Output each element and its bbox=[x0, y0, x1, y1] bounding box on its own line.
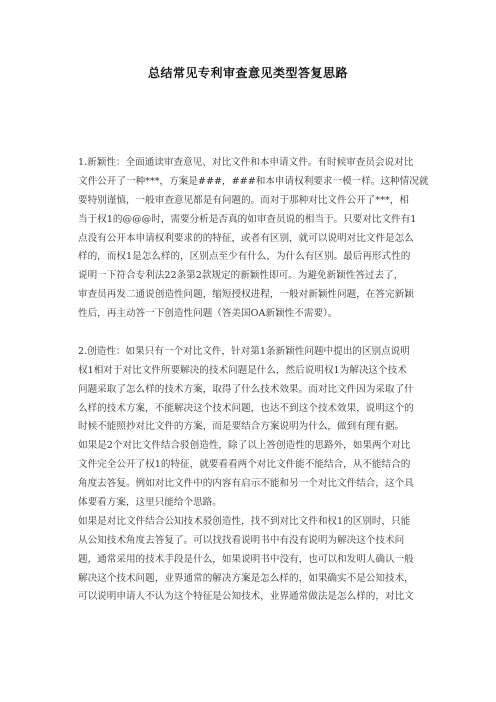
text-line: 当于权1的@@@时，需要分析是否真的如审查员说的相当于。只要对比文件有1 bbox=[78, 213, 417, 225]
text-line: 权1相对于对比文件所要解决的技术问题是什么，然后说明权1为解决这个技术 bbox=[78, 364, 407, 376]
text-line: 如果是2个对比文件结合驳创造性，除了以上答创造性的思路外，如果两个对比 bbox=[78, 440, 411, 452]
text-line: 问题采取了怎么样的技术方案，取得了什么技术效果。而对比文件因为采取了什 bbox=[78, 383, 414, 395]
text-line: 时候不能照抄对比文件的方案，而是要结合方案说明为什么，做到有理有据。 bbox=[78, 421, 405, 433]
text-line: 点没有公开本申请权利要求的的特征，或者有区别，就可以说明对比文件是怎么 bbox=[78, 232, 414, 244]
text-line: 要特别谨慎，一般审查意见都是有问题的。而对于那种对比文件公开了***，相 bbox=[78, 194, 409, 206]
text-line: 可以说明申请人不认为这个特征是公知技术，业界通常做法是怎么样的，对比文 bbox=[78, 591, 414, 603]
paragraph-inventiveness bbox=[78, 343, 423, 607]
text-line: 如果是对比文件结合公知技术驳创造性，找不到对比文件和权1的区别时，只能 bbox=[78, 515, 411, 527]
text-line: 从公知技术角度去答复了。可以找找看说明书中有没有说明为解决这个技术问 bbox=[78, 534, 405, 546]
text-line: 性后，再主动答一下创造性问题（答美国OA新颖性不需要）。 bbox=[78, 308, 338, 320]
paragraph-novelty bbox=[78, 154, 429, 324]
text-line: 2.创造性：如果只有一个对比文件，针对第1条新颖性问题中提出的区别点说明 bbox=[78, 345, 410, 357]
paragraph-gap bbox=[78, 324, 423, 343]
text-line: 角度去答复。例如对比文件中的内容有启示不能和另一个对比文件结合，这个具 bbox=[78, 478, 414, 490]
text-line: 题，通常采用的技术手段是什么，如果说明书中没有，也可以和发明人确认一般 bbox=[78, 553, 414, 565]
text-line: 1.新颖性：全面通读审查意见、对比文件和本申请文件。有时候审查员会说对比 bbox=[78, 157, 414, 168]
text-line: 审查员再发二通说创造性问题，缩短授权进程，一般对新颖性问题，在答完新颖 bbox=[78, 289, 414, 301]
text-line: 样的，而权1是怎么样的，区别点至少有什么，为什么有区别。最后再形式性的 bbox=[78, 251, 411, 263]
page-title: 总结常见专利审查意见类型答复思路 bbox=[147, 66, 348, 80]
text-line: 说明一下符合专利法22条第2款规定的新颖性即可。为避免新颖性答过去了， bbox=[78, 270, 404, 282]
document-body bbox=[78, 154, 429, 607]
text-line: 体要看方案，这里只能给个思路。 bbox=[78, 497, 222, 509]
text-line: 么样的技术方案，不能解决这个技术问题，也达不到这个技术效果，说明这个的 bbox=[78, 402, 414, 414]
text-line: 解决这个技术问题，业界通常的解决方案是怎么样的，如果确实不是公知技术， bbox=[78, 572, 414, 584]
text-line: 文件公开了一种***，方案是###，###和本申请权利要求一模一样。这种情况就 bbox=[78, 175, 429, 187]
text-line: 文件完全公开了权1的特征，就要看看两个对比文件能不能结合，从不能结合的 bbox=[78, 459, 411, 471]
